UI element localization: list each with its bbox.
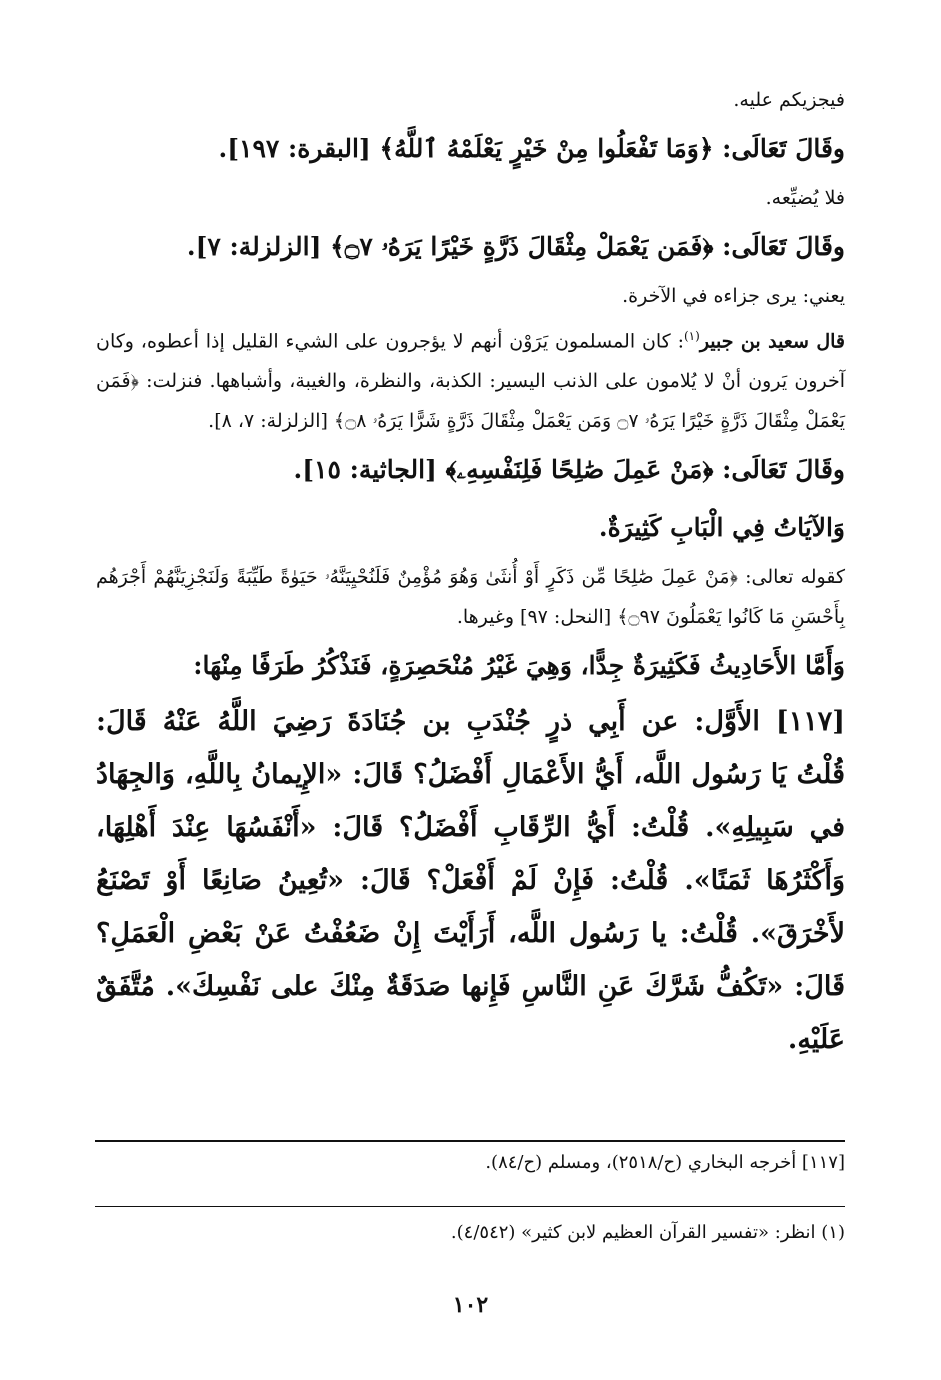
hadith-line: قَالَ: «تَكُفُّ شَرَّكَ عَنِ النَّاسِ فَإِنها صَدَقَةٌ مِنْكَ على نَفْسِكَ». مُتَّفَقٌ عَلَيْهِ. <box>96 971 845 1056</box>
hadith-line: قُلْتُ يَا رَسُول اللَّه، أَيُّ الأَعْمَالِ أَفْضَلُ؟ قَالَ: «الإِيمانُ بِاللَّهِ، وَالجِهَادُ <box>96 759 845 791</box>
footnote-1: (١) انظر: «تفسير القرآن العظيم لابن كثير» (٤/٥٤٢). <box>450 1222 845 1243</box>
hadith-line: لأَخْرَقَ». قُلْتُ: يا رَسُول اللَّه، أَرَأَيْتَ إِنْ ضَعُفْتُ عَنْ بَعْضِ الْعَمَلِ؟ <box>96 918 845 950</box>
hadith-line: وَأَكْثَرُهَا ثَمَنًا». قُلْتُ: فَإِنْ لَمْ أَفْعَلْ؟ قَالَ: «تُعِينُ صَانِعًا أَوْ تَصْنَعُ <box>96 865 845 897</box>
hadith-line: [١١٧] الأَوَّل: عن أَبِي ذرٍ جُنْدَبِ بن جُنَادَةَ رَضِيَ اللَّهُ عَنْهُ قَالَ: <box>96 706 846 738</box>
verse-line: وقَالَ تَعَالَى: ﴿وَمَا تَفْعَلُوا مِنْ خَيْرٍ يَعْلَمْهُ ٱللَّهُ﴾ [البقرة: ١٩٧]. <box>218 134 845 163</box>
heading-verses-many: وَالآيَاتُ فِي الْبَابِ كَثِيرَةٌ. <box>598 513 845 543</box>
verse-line: وقَالَ تَعَالَى: ﴿فَمَن يَعْمَلْ مِثْقَالَ ذَرَّةٍ خَيْرًا يَرَهُۥ ۝٧﴾ [الزلزلة: ٧]. <box>186 232 845 261</box>
gloss-line: يعني: يرى جزاءه في الآخرة. <box>622 285 845 307</box>
page-number: ١٠٢ <box>452 1292 489 1318</box>
narrator-name: قال سعيد بن جبير <box>699 330 845 353</box>
hadith-footnote: [١١٧] أخرجه البخاري (ح/٢٥١٨)، ومسلم (ح/٨٤). <box>485 1152 845 1173</box>
footnote-divider <box>95 1206 845 1207</box>
hadith-line: في سَبِيلِهِ». قُلْتُ: أَيُّ الرِّقَابِ أَفْضَلُ؟ قَالَ: «أَنْفَسُهَا عِنْدَ أَهْلِهَا، <box>96 812 845 844</box>
gloss-line: فلا يُضيِّعه. <box>765 187 845 209</box>
gloss-line: فيجزيكم عليه. <box>733 89 845 111</box>
gloss-paragraph: كقوله تعالى: ﴿مَنْ عَمِلَ صَٰلِحًا مِّن ذَكَرٍ أَوْ أُنثَىٰ وَهُوَ مُؤْمِنٌ فَلَنُحْيِيَنَّهُۥ حَيَوٰةً طَيِّبَةً وَلَنَجْزِيَنَّهُمْ أَجْرَهُم بِأَحْسَنِ مَا كَانُوا يَعْمَلُونَ ۝٩٧﴾ [النحل: ٩٧] وغيرها. <box>96 566 845 629</box>
saeed-paragraph <box>96 316 845 441</box>
footnote-marker: (١) <box>683 329 700 343</box>
hadith-intro: وَأَمَّا الأَحَادِيثُ فَكَثِيرَةٌ جِدًّا، وَهِيَ غَيْرُ مُنْحَصِرَةٍ، فَنَذْكُرُ طَرَفًا مِنْهَا: <box>193 651 845 681</box>
footnote-divider <box>95 1140 845 1142</box>
verse-line: وقَالَ تَعَالَى: ﴿مَنْ عَمِلَ صَٰلِحًا فَلِنَفْسِهِۦ﴾ [الجاثية: ١٥]. <box>293 455 845 485</box>
narration-text: : كان المسلمون يَرَوْن أنهم لا يؤجرون على الشيء القليل إذا أعطوه، وكان آخرون يَرون أنْ لا يُلامون على الذنب اليسير: الكذبة، والنظرة، والغيبة، وأشباهها. فنزلت: ﴿فَمَن يَعْمَلْ مِثْقَالَ ذَرَّةٍ خَيْرًا يَرَهُۥ ۝٧ وَمَن يَعْمَلْ مِثْقَالَ ذَرَّةٍ شَرًّا يَرَهُۥ ۝٨﴾ [الزلزلة: ٧، ٨]. <box>96 330 845 433</box>
